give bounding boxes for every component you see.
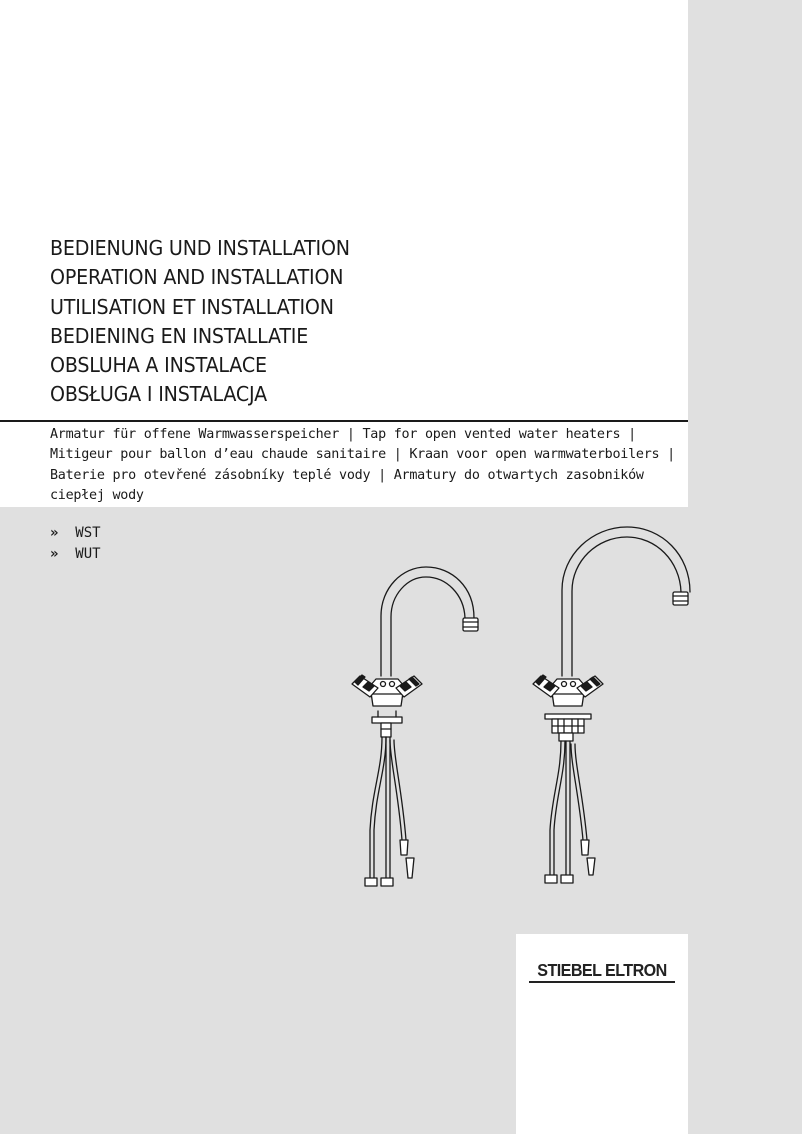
title-german: BEDIENUNG UND INSTALLATION: [50, 236, 350, 260]
chevron-marker-icon: »: [50, 525, 59, 541]
title-divider: [0, 420, 688, 422]
description-line: ciepłej wody: [50, 487, 144, 503]
model-list: [50, 523, 101, 564]
title-dutch: BEDIENING EN INSTALLATIE: [50, 323, 309, 348]
model-name: WUT: [75, 545, 101, 562]
title-polish: OBSŁUGA I INSTALACJA: [50, 382, 267, 407]
chevron-marker-icon: »: [50, 545, 59, 562]
brand-logo-box: [516, 934, 688, 1134]
product-description: [50, 425, 680, 506]
model-name: WST: [75, 525, 101, 541]
title-block: [50, 234, 680, 410]
title-french: UTILISATION ET INSTALLATION: [50, 294, 334, 319]
description-line: Mitigeur pour ballon d’eau chaude sanitaire | Kraan voor open warmwaterboilers |: [50, 447, 675, 463]
faucet-wut-icon: [533, 527, 690, 883]
description-line: Armatur für offene Warmwasserspeicher | Tap for open vented water heaters |: [50, 427, 636, 442]
faucet-illustration: [330, 520, 700, 895]
title-english: OPERATION AND INSTALLATION: [50, 265, 344, 290]
brand-logo-underline: [529, 981, 675, 983]
faucet-wst-icon: [352, 567, 478, 886]
model-item-wut: [50, 544, 101, 565]
title-czech: OBSLUHA A INSTALACE: [50, 353, 267, 378]
description-line: Baterie pro otevřené zásobníky teplé vody | Armatury do otwartych zasobników: [50, 467, 644, 483]
right-margin-strip: [688, 0, 802, 1134]
brand-logo: STIEBEL ELTRON: [537, 960, 667, 980]
model-item-wst: [50, 523, 101, 544]
